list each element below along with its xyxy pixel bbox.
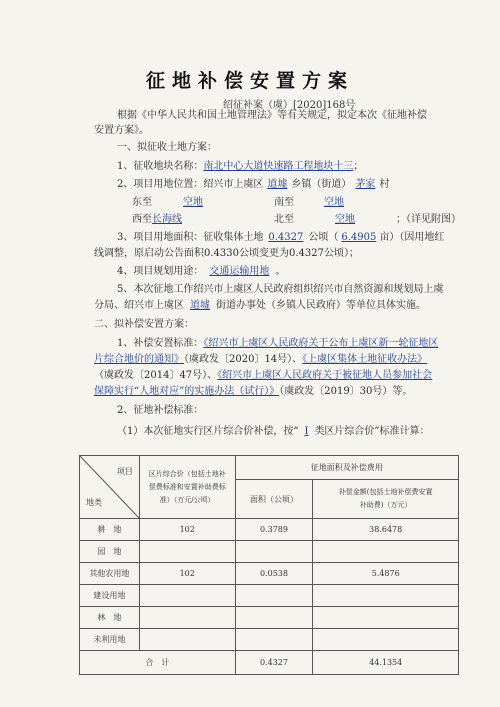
row-amount: 38.6478 (313, 519, 459, 541)
corner-bottom-label: 地类 (86, 498, 102, 507)
table-total-row (80, 651, 459, 675)
item-5-line-1: 5、本次征地工作绍兴市上虞区人民政府组织绍兴市自然资源和规划局上虞 (117, 284, 444, 295)
item-2-street: 道墟 (267, 179, 288, 190)
bounds-row-1 (132, 196, 374, 210)
standard-3-row (117, 425, 430, 439)
east-value: 空地 (183, 197, 203, 208)
row-amount (313, 607, 459, 629)
document-number: 绍征补案（虞）[2020]168号 (223, 100, 356, 111)
item-2-end: 村 (379, 179, 390, 190)
standard-row-3 (94, 369, 432, 383)
row-name: 其他农用地 (80, 563, 140, 585)
item-5-street: 道墟 (190, 300, 210, 311)
item-3-row (117, 231, 444, 245)
south-label: 南至 (274, 197, 294, 208)
row-area (235, 629, 313, 651)
total-amount: 44.1354 (313, 651, 459, 675)
item-2-row (117, 178, 389, 192)
standard-line-3b: 《绍兴市上虞区人民政府关于被征地人员参加社会 (217, 370, 433, 381)
table-row (80, 629, 459, 651)
table-row (80, 563, 459, 585)
item-4-end: 。 (275, 266, 286, 277)
header-group-cell: 征地面积及补偿费用 (235, 456, 458, 480)
item-3-hectares: 0.4327 (268, 232, 304, 243)
header-price-l3: 准）（万元/公顷） (159, 495, 215, 504)
row-amount (313, 629, 459, 651)
item-1-label: 1、征收地块名称： (117, 161, 204, 172)
intro-line-1: 根据《中华人民共和国土地管理法》等有关规定，拟定本次《征地补偿 (117, 110, 427, 121)
item-4-value: 交通运输用地 (209, 266, 270, 277)
standard-line-2b: （虞政发〔2020〕14号）、 (184, 354, 303, 365)
standard-line-4a: 保障实行“人地对应”的实施办法（试行）》 (94, 386, 280, 397)
row-amount (313, 585, 459, 607)
table-row (80, 585, 459, 607)
total-label: 合 计 (80, 651, 236, 675)
row-price (139, 585, 235, 607)
west-value: 长海线 (152, 214, 182, 225)
header-area-cell: 面积（公顷） (235, 480, 313, 519)
bounds-row-2 (132, 213, 461, 227)
row-name: 园 地 (80, 541, 140, 563)
item-1-value: 南北中心大道快速路工程地块十三 (203, 161, 354, 172)
item-2-village: 茅家 (355, 179, 376, 190)
header-amount-l1: 补偿金额(包括土地补偿费安置 (338, 488, 433, 496)
item-5-line-2b: 街道办事处（乡镇人民政府）等单位具体实施。 (216, 300, 426, 311)
table-corner-cell (80, 456, 140, 519)
item-2-mid: 乡镇（街道） (291, 179, 352, 190)
bounds-end: ；（详见附图） (396, 214, 461, 225)
row-price (139, 541, 235, 563)
row-amount: 5.4876 (313, 563, 459, 585)
item-3-unit-1: 公顷（ (308, 232, 339, 243)
corner-top-label: 项目 (116, 467, 133, 476)
standard-line-1: 《绍兴市上虞区人民政府关于公布上虞区新一轮征地区 (203, 338, 439, 349)
table-row (80, 541, 459, 563)
row-price (139, 629, 235, 651)
row-name: 建设用地 (80, 585, 140, 607)
north-value: 空地 (335, 214, 355, 225)
item-3-line-2: 线调整，原启动公告面积0.4330公顷变更为0.4327公顷）； (94, 248, 359, 259)
row-price: 102 (139, 563, 235, 585)
row-amount (313, 541, 459, 563)
item-4-label: 4、项目规划用途： (117, 266, 204, 277)
row-name: 未利用地 (80, 629, 140, 651)
row-area: 0.0538 (235, 563, 313, 585)
header-price-l1: 区片综合价（包括土地补 (148, 469, 226, 478)
table-row (80, 519, 459, 541)
standard-3-class: I (304, 426, 309, 437)
section-1-heading: 一、拟征收土地方案： (117, 142, 217, 153)
item-5-line-2 (94, 299, 426, 313)
standard-line-3a: （虞政发〔2014〕47号）、 (94, 370, 218, 381)
row-area (235, 607, 313, 629)
item-2-label: 2、项目用地位置：绍兴市上虞区 (117, 179, 264, 190)
item-3-unit-2: 亩）（因用地红 (379, 232, 445, 243)
section-2-heading: 二、拟补偿安置方案： (94, 319, 194, 330)
standard-row-4 (94, 385, 412, 399)
item-3-mu: 6.4905 (341, 232, 377, 243)
east-label: 东至 (132, 197, 152, 208)
standard-label: 1、补偿安置标准： (117, 338, 204, 349)
row-area: 0.3789 (235, 519, 313, 541)
south-value: 空地 (324, 197, 344, 208)
standard-2-heading: 2、征地补偿标准： (117, 405, 204, 416)
standard-row-2 (94, 353, 427, 367)
row-area (235, 541, 313, 563)
total-area: 0.4327 (235, 651, 313, 675)
document-title: 征地补偿安置方案 (145, 70, 354, 92)
item-1-row (117, 160, 363, 174)
row-name: 林 地 (80, 607, 140, 629)
west-label: 西至 (132, 214, 152, 225)
standard-3-a: （1）本次征地实行区片综合价补偿，按“ (117, 426, 299, 437)
compensation-table (79, 455, 459, 675)
north-label: 北至 (274, 214, 294, 225)
header-amount-l2: 补助费)（万元） (359, 501, 412, 509)
standard-line-2a: 片综合地价的通知》 (94, 354, 184, 365)
standard-line-4c: 等。 (392, 386, 413, 397)
item-4-row (117, 265, 285, 279)
intro-line-2: 安置方案》。 (94, 125, 149, 136)
row-name: 耕 地 (80, 519, 140, 541)
standard-3-b: 类区片综合价”标准计算： (314, 426, 430, 437)
row-price (139, 607, 235, 629)
item-5-line-2a: 分局、绍兴市上虞区 (94, 300, 184, 311)
standard-line-4b: （虞政发〔2019〕30号） (279, 386, 393, 397)
item-1-end: ； (353, 161, 364, 172)
row-area (235, 585, 313, 607)
item-3-label: 3、项目用地面积：征收集体土地 (117, 232, 264, 243)
header-price-cell (139, 456, 235, 519)
header-price-l2: 偿费标准和安置补助费标 (148, 482, 226, 491)
header-amount-cell (313, 480, 459, 519)
standard-row-1 (117, 337, 438, 351)
table-row (80, 607, 459, 629)
row-price: 102 (139, 519, 235, 541)
standard-line-2c: 《上虞区集体土地征收办法》 (302, 354, 428, 365)
